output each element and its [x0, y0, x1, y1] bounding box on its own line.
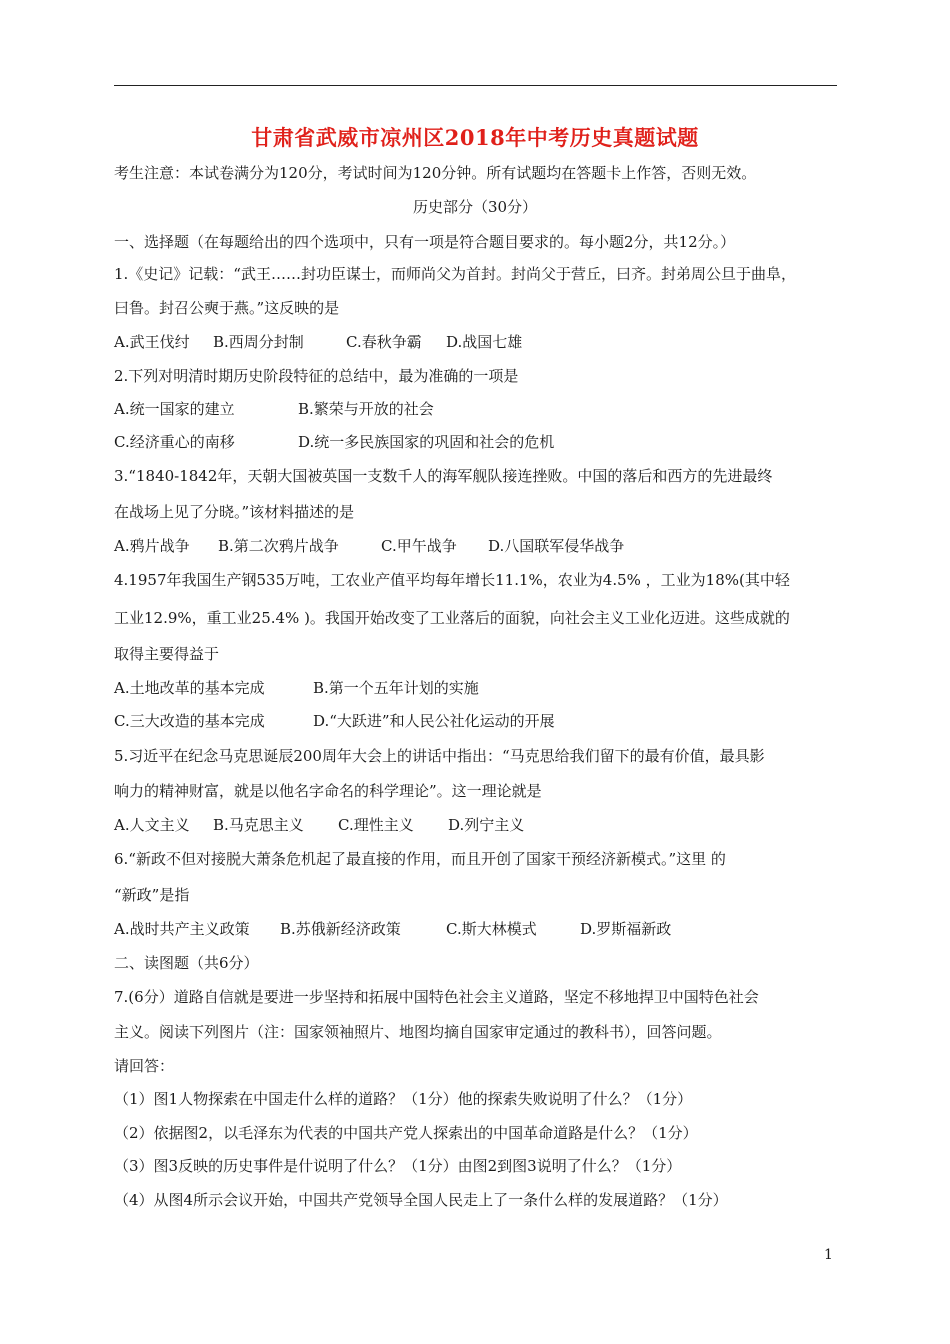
q6-option-a: A.战时共产主义政策 — [114, 920, 250, 938]
q3-options — [114, 536, 624, 556]
q4-option-b: B.第一个五年计划的实施 — [313, 679, 479, 697]
q1-option-b: B.西周分封制 — [213, 333, 304, 351]
exam-title: 甘肃省武威市凉州区2018年中考历史真题试题 — [251, 125, 699, 150]
q1-stem-line2: 曰鲁。封召公奭于燕。”这反映的是 — [114, 299, 340, 317]
q4-option-c: C.三大改造的基本完成 — [114, 712, 265, 730]
q3-option-d: D.八国联军侵华战争 — [488, 537, 625, 555]
q5-options — [114, 815, 524, 835]
q3-option-c: C.甲午战争 — [381, 537, 457, 555]
q7-sub-1: （1）图1人物探索在中国走什么样的道路？（1分）他的探索失败说明了什么？（1分） — [114, 1090, 693, 1108]
q2-options-row2 — [114, 432, 554, 452]
q6-option-c: C.斯大林模式 — [446, 920, 537, 938]
q7-stem-line1: 7.(6分）道路自信就是要进一步坚持和拓展中国特色社会主义道路，坚定不移地捍卫中国特色社会 — [114, 988, 759, 1006]
q7-sub-3: （3）图3反映的历史事件是什说明了什么？（1分）由图2到图3说明了什么？（1分） — [114, 1157, 682, 1175]
q2-option-c: C.经济重心的南移 — [114, 433, 235, 451]
q7-sub-2: （2）依据图2，以毛泽东为代表的中国共产党人探索出的中国革命道路是什么？（1分） — [114, 1124, 698, 1142]
q6-option-b: B.苏俄新经济政策 — [280, 920, 401, 938]
q2-option-b: B.繁荣与开放的社会 — [298, 400, 434, 418]
q2-options-row1 — [114, 399, 434, 419]
q5-stem-line2: 响力的精神财富，就是以他名字命名的科学理论”。这一理论就是 — [114, 782, 542, 800]
q4-stem-line3: 取得主要得益于 — [114, 645, 220, 663]
q4-options-row2 — [114, 711, 555, 731]
q7-prompt: 请回答： — [114, 1057, 175, 1075]
q4-options-row1 — [114, 678, 479, 698]
q3-stem-line2: 在战场上见了分晓。”该材料描述的是 — [114, 503, 355, 521]
q1-options — [114, 332, 522, 352]
q4-stem-line1: 4.1957年我国生产钢535万吨，工农业产值平均每年增长11.1%，农业为4.5% ，工业为18%(其中轻 — [114, 571, 790, 589]
q5-option-a: A.人文主义 — [114, 816, 190, 834]
q2-option-a: A.统一国家的建立 — [114, 400, 235, 418]
q7-stem-line2: 主义。阅读下列图片（注：国家领袖照片、地图均摘自国家审定通过的教科书），回答问题。 — [114, 1023, 722, 1041]
q4-stem-line2: 工业12.9%，重工业25.4% )。我国开始改变了工业落后的面貌，向社会主义工业化迈进。这些成就的 — [114, 609, 790, 627]
q3-option-a: A.鸦片战争 — [114, 537, 190, 555]
page-number: 1 — [824, 1247, 833, 1263]
q6-option-d: D.罗斯福新政 — [580, 920, 672, 938]
q5-stem-line1: 5.习近平在纪念马克思诞辰200周年大会上的讲话中指出：“马克思给我们留下的最有价值，最具影 — [114, 747, 765, 765]
exam-notice: 考生注意：本试卷满分为120分，考试时间为120分钟。所有试题均在答题卡上作答，否则无效。 — [114, 164, 757, 182]
q1-option-a: A.武王伐纣 — [114, 333, 190, 351]
section-header: 历史部分（30分） — [412, 198, 538, 216]
part2-heading: 二、读图题（共6分） — [114, 954, 259, 972]
q5-option-b: B.马克思主义 — [213, 816, 304, 834]
q2-stem: 2.下列对明清时期历史阶段特征的总结中，最为准确的一项是 — [114, 367, 519, 385]
q6-stem-line1: 6.“新政不但对接脱大萧条危机起了最直接的作用，而且开创了国家干预经济新模式。”这里 的 — [114, 850, 726, 868]
q1-option-c: C.春秋争霸 — [346, 333, 422, 351]
q3-stem-line1: 3.“1840-1842年，天朝大国被英国一支数千人的海军舰队接连挫败。中国的落后和西方的先进最终 — [114, 467, 773, 485]
q6-options — [114, 919, 671, 939]
header-rule — [114, 85, 837, 86]
q4-option-a: A.土地改革的基本完成 — [114, 679, 265, 697]
q1-stem-line1: 1.《史记》记载：“武王……封功臣谋士，而师尚父为首封。封尚父于营丘，曰齐。封弟周公旦于曲阜， — [114, 265, 796, 283]
part1-heading: 一、选择题（在每题给出的四个选项中，只有一项是符合题目要求的。每小题2分，共12分。） — [114, 233, 736, 251]
q5-option-d: D.列宁主义 — [448, 816, 525, 834]
q7-sub-4: （4）从图4所示会议开始，中国共产党领导全国人民走上了一条什么样的发展道路？（1分） — [114, 1191, 728, 1209]
q5-option-c: C.理性主义 — [338, 816, 414, 834]
q4-option-d: D.“大跃进”和人民公社化运动的开展 — [313, 712, 555, 730]
q3-option-b: B.第二次鸦片战争 — [218, 537, 339, 555]
q6-stem-line2: “新政”是指 — [114, 886, 190, 904]
q1-option-d: D.战国七雄 — [446, 333, 523, 351]
q2-option-d: D.统一多民族国家的巩固和社会的危机 — [298, 433, 555, 451]
